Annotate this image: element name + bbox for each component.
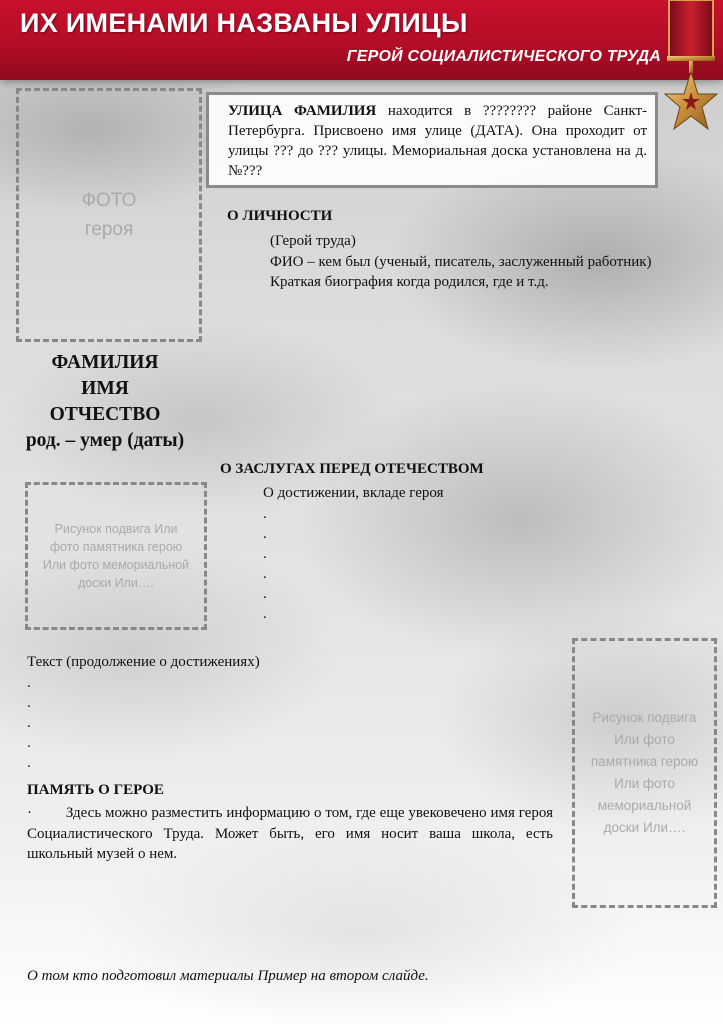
street-intro-box [206,92,658,188]
list-dot: . [263,585,267,602]
hero-star-medal-icon [663,0,719,148]
footer-note: О том кто подготовил материалы Пример на втором слайде. [27,968,429,984]
hero-patronymic: ОТЧЕСТВО [49,404,161,425]
photo-placeholder-line1: ФОТО [81,190,137,211]
continuation-dots [27,673,447,773]
personality-heading: О ЛИЧНОСТИ [227,208,333,224]
side-image-placeholder [572,638,717,908]
deed-image-placeholder [25,482,207,630]
list-dot: . [27,754,31,771]
memory-heading: ПАМЯТЬ О ГЕРОЕ [27,782,164,798]
continuation-text: Текст (продолжение о достижениях) [27,654,260,670]
placeholder-line: Рисунок подвига Или [54,522,178,536]
placeholder-line: Или фото [614,732,675,747]
list-dot: . [263,565,267,582]
photo-placeholder-line2: героя [84,219,134,240]
hero-photo-placeholder [16,88,202,342]
bullet-mark: · [27,805,32,821]
personality-line: (Герой труда) [270,233,356,249]
hero-dates: род. – умер (даты) [25,430,185,451]
placeholder-line: доски Или…. [603,820,686,835]
placeholder-line: фото памятника герою [49,540,183,554]
placeholder-line: памятника герою [590,754,699,769]
merits-section [263,483,563,624]
list-dot: . [263,525,267,542]
merits-dots [263,504,563,624]
placeholder-line: Или фото [614,776,675,791]
list-dot: . [263,605,267,622]
placeholder-line: Рисунок подвига [592,710,697,725]
street-description: находится в ???????? районе Санкт-Петербурга. Присвоено имя улице (ДАТА). Она проходит от улицы ??? до ??? улицы. Мемориальная доска установлена на д. №??? [228,103,647,179]
merits-heading: О ЗАСЛУГАХ ПЕРЕД ОТЕЧЕСТВОМ [220,461,484,477]
page-subtitle: ГЕРОЙ СОЦИАЛИСТИЧЕСКОГО ТРУДА [346,48,661,65]
merits-first-line: О достижении, вкладе героя [263,485,444,501]
list-dot: . [27,674,31,691]
personality-line: ФИО – кем был (ученый, писатель, заслуженный работник) [270,253,652,270]
personality-section [270,231,710,293]
continuation-section [27,652,447,773]
placeholder-line: доски Или…. [78,576,154,590]
header-banner [0,0,723,80]
list-dot: . [27,714,31,731]
personality-line: Краткая биография когда родился, где и т.д. [270,274,549,290]
hero-name-block [10,350,200,454]
memory-section [27,803,553,865]
hero-surname: ФАМИЛИЯ [51,352,159,373]
street-name: УЛИЦА ФАМИЛИЯ [228,103,377,119]
list-dot: . [27,734,31,751]
placeholder-line: мемориальной [597,798,692,813]
list-dot: . [27,694,31,711]
memory-text: Здесь можно разместить информацию о том, где еще увековечено имя героя Социалистического Труда. Может быть, его имя носит ваша школа, есть школьный музей о нем. [27,805,553,862]
list-dot: . [263,505,267,522]
placeholder-line: Или фото мемориальной [42,558,190,572]
hero-name: ИМЯ [81,378,129,399]
list-dot: . [263,545,267,562]
page-title: ИХ ИМЕНАМИ НАЗВАНЫ УЛИЦЫ [20,8,468,38]
